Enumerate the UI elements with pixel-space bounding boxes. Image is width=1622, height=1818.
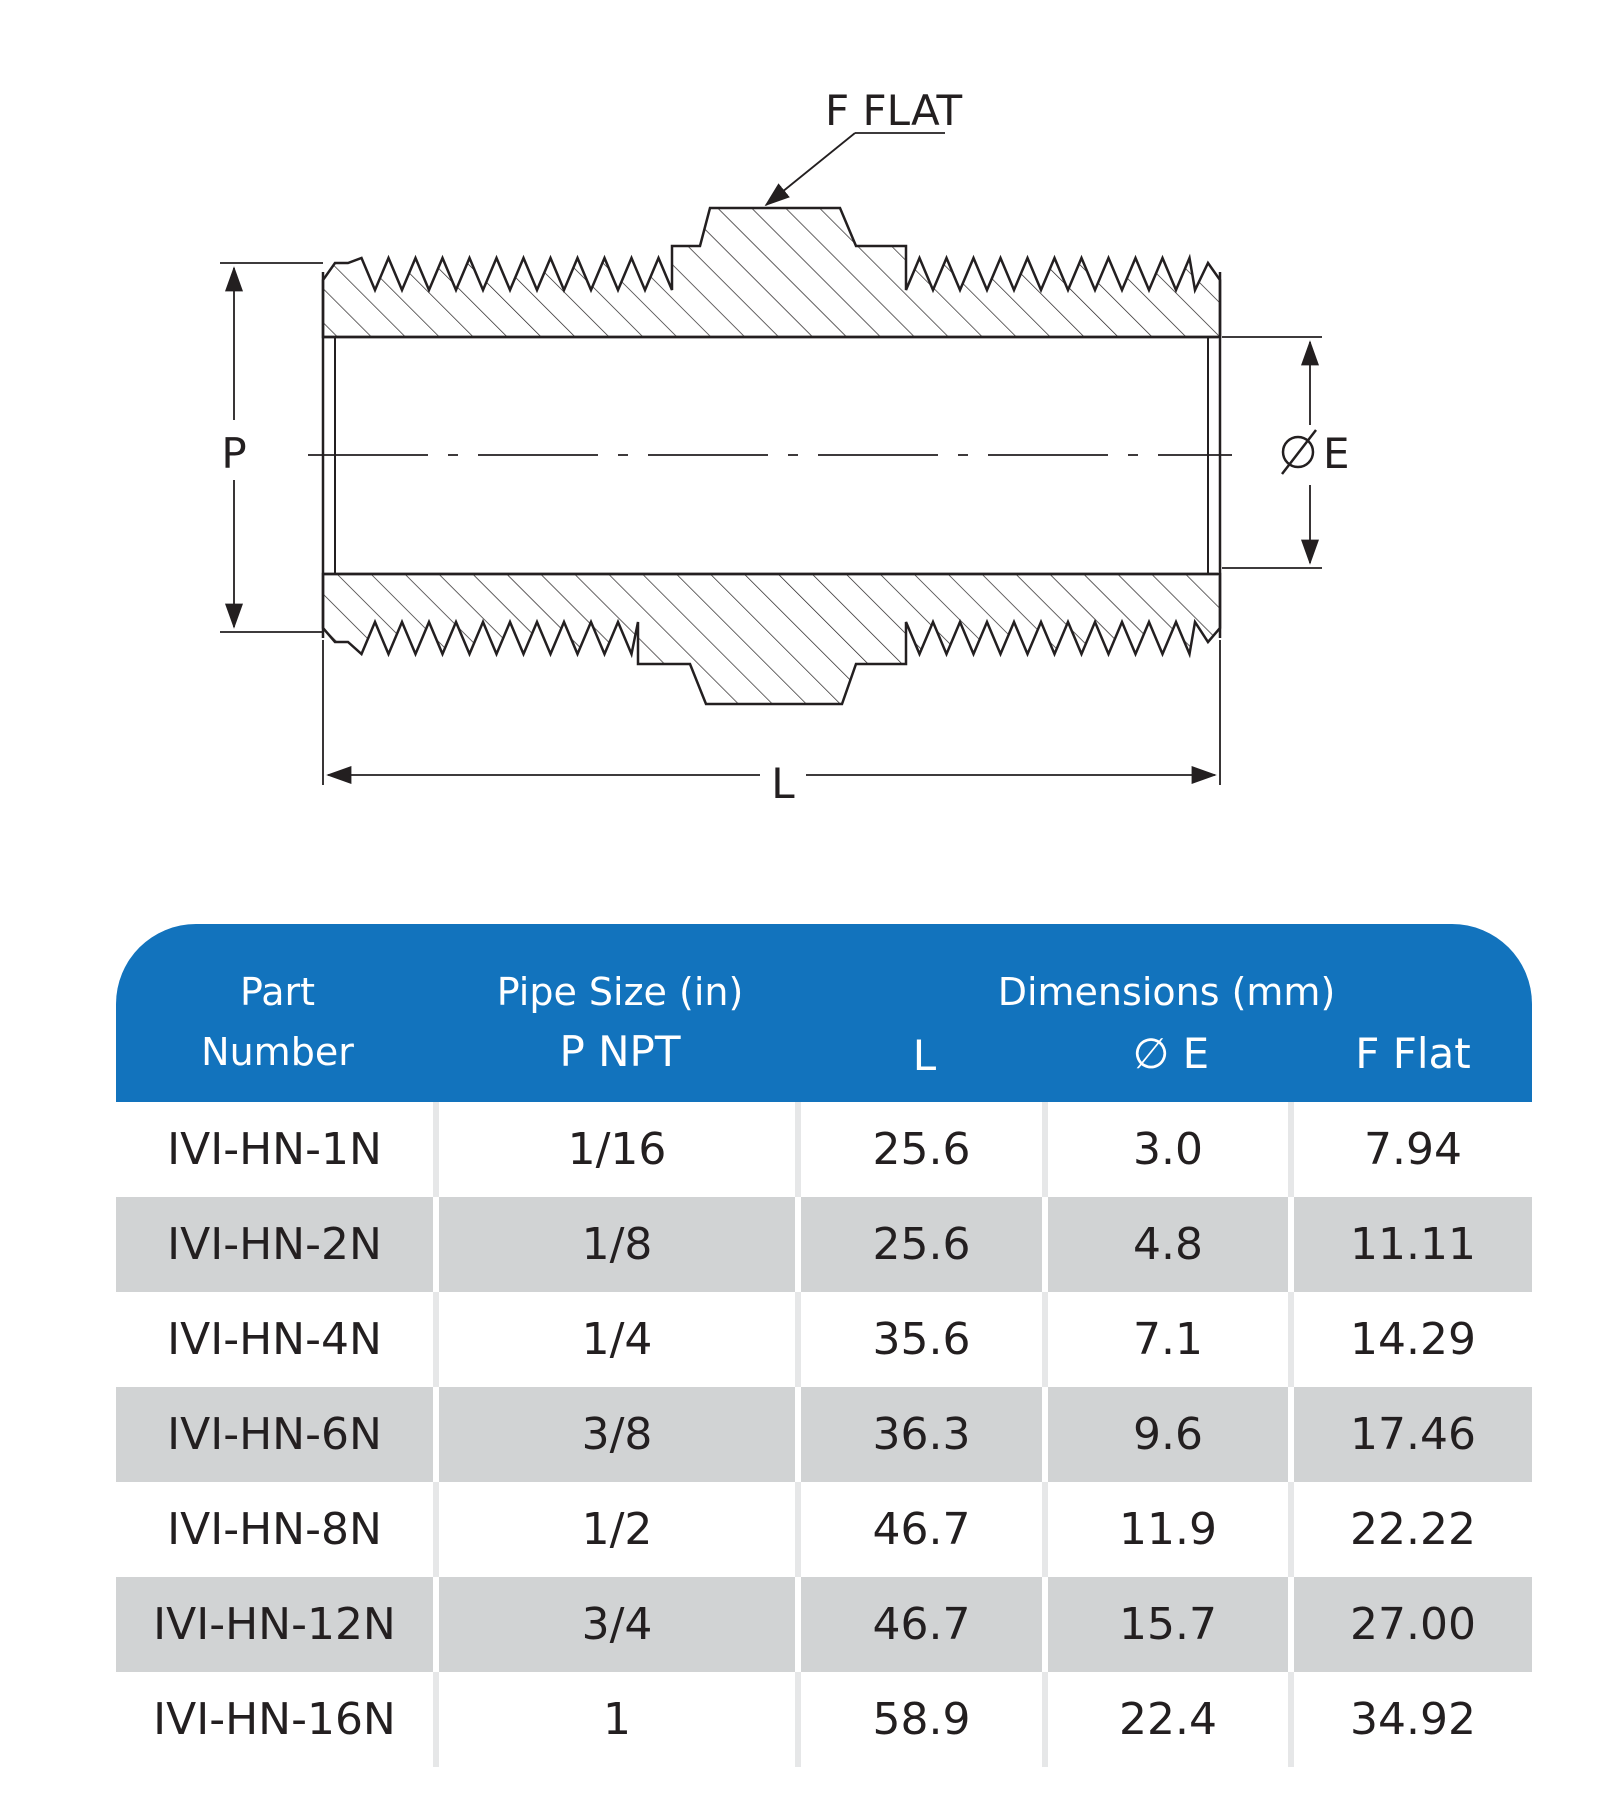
cell-pipe-size: 1/4 (439, 1292, 801, 1387)
table-row (116, 1577, 1532, 1672)
cell-f-flat: 34.92 (1350, 1694, 1476, 1745)
cell-f-flat: 14.29 (1350, 1314, 1476, 1365)
cell-e: 7.1 (1048, 1292, 1294, 1387)
diameter-icon (1282, 430, 1316, 474)
hex-nipple-drawing (0, 0, 1622, 860)
cell-l: 25.6 (801, 1102, 1048, 1197)
table-row (116, 1102, 1532, 1197)
cell-part-number: IVI-HN-16N (116, 1672, 439, 1767)
header-l: L (912, 1031, 937, 1080)
cell-f-flat: 27.00 (1350, 1599, 1476, 1650)
table-row (116, 1672, 1532, 1767)
header-pipe-size (439, 962, 801, 1082)
cell-l: 46.7 (801, 1482, 1048, 1577)
table-row (116, 1197, 1532, 1292)
header-part-number (116, 962, 439, 1082)
cell-l: 46.7 (801, 1577, 1048, 1672)
cell-part-number: IVI-HN-12N (116, 1577, 439, 1672)
cell-f-flat: 17.46 (1350, 1409, 1476, 1460)
header-pipe-line2: P NPT (559, 1027, 681, 1076)
cell-pipe-size: 1 (439, 1672, 801, 1767)
cell-pipe-size: 1/2 (439, 1482, 801, 1577)
header-pipe-line1: Pipe Size (in) (496, 970, 744, 1014)
header-f-flat: F Flat (1355, 1029, 1471, 1078)
cell-e: 15.7 (1048, 1577, 1294, 1672)
table-row (116, 1482, 1532, 1577)
header-dimensions: Dimensions (mm) (997, 970, 1336, 1014)
cell-e: 9.6 (1048, 1387, 1294, 1482)
cell-part-number: IVI-HN-2N (116, 1197, 439, 1292)
cell-pipe-size: 1/8 (439, 1197, 801, 1292)
specification-table (116, 924, 1532, 1767)
cell-l: 58.9 (801, 1672, 1048, 1767)
cell-part-number: IVI-HN-4N (116, 1292, 439, 1387)
upper-wall-section (323, 208, 1220, 337)
cell-pipe-size: 1/16 (439, 1102, 801, 1197)
cell-l: 35.6 (801, 1292, 1048, 1387)
cell-e: 11.9 (1048, 1482, 1294, 1577)
table-row (116, 1387, 1532, 1482)
header-part-line2: Number (201, 1030, 354, 1074)
cell-e: 4.8 (1048, 1197, 1294, 1292)
f-flat-leader-arrow (766, 133, 855, 205)
lower-wall-section (323, 574, 1220, 704)
cell-l: 36.3 (801, 1387, 1048, 1482)
l-dimension-label: L (771, 759, 795, 808)
cell-part-number: IVI-HN-6N (116, 1387, 439, 1482)
cell-e: 3.0 (1048, 1102, 1294, 1197)
cell-f-flat: 11.11 (1350, 1219, 1476, 1270)
cell-pipe-size: 3/8 (439, 1387, 801, 1482)
table-body (116, 1102, 1532, 1767)
cell-part-number: IVI-HN-1N (116, 1102, 439, 1197)
header-e: ∅ E (1132, 1029, 1210, 1078)
table-row (116, 1292, 1532, 1387)
cell-part-number: IVI-HN-8N (116, 1482, 439, 1577)
f-flat-label: F FLAT (825, 86, 963, 135)
cell-l: 25.6 (801, 1197, 1048, 1292)
cell-e: 22.4 (1048, 1672, 1294, 1767)
header-part-line1: Part (239, 970, 316, 1014)
e-dimension-label: E (1323, 429, 1350, 478)
cell-pipe-size: 3/4 (439, 1577, 801, 1672)
table-header (116, 924, 1532, 1102)
cell-f-flat: 22.22 (1350, 1504, 1476, 1555)
p-dimension-label: P (221, 429, 247, 478)
cell-f-flat: 7.94 (1364, 1124, 1462, 1175)
